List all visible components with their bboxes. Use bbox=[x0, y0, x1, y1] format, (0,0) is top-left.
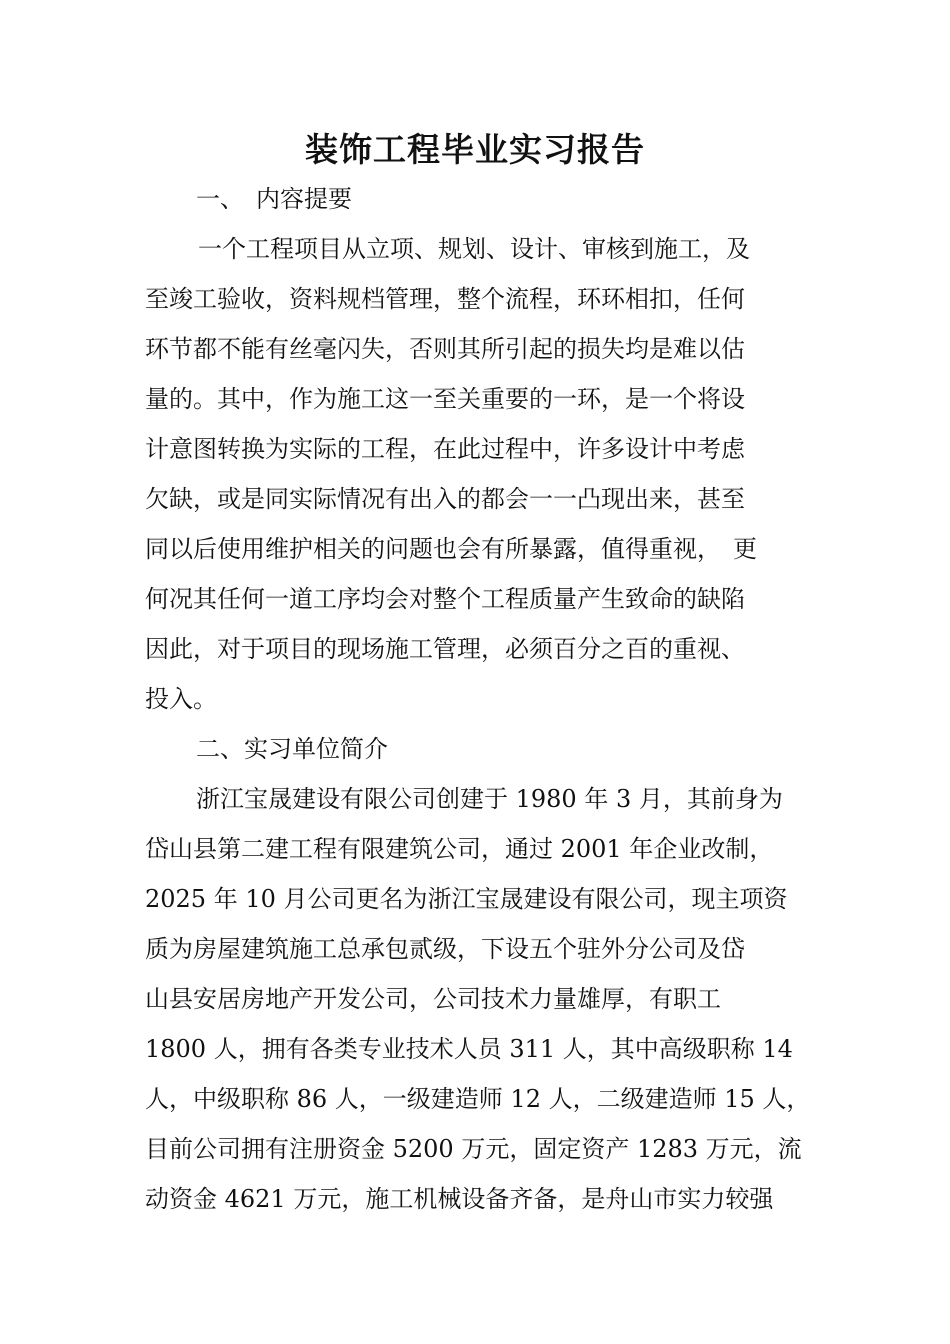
company-line: 浙江宝晟建设有限公司创建于 1980 年 3 月，其前身为 bbox=[196, 785, 783, 813]
summary-line: 计意图转换为实际的工程，在此过程中，许多设计中考虑 bbox=[145, 435, 745, 463]
company-line: 2025 年 10 月公司更名为浙江宝晟建设有限公司，现主项资 bbox=[145, 885, 788, 913]
page-title: 装饰工程毕业实习报告 bbox=[305, 130, 645, 169]
company-line: 山县安居房地产开发公司，公司技术力量雄厚，有职工 bbox=[145, 985, 721, 1013]
summary-line: 至竣工验收，资料规档管理，整个流程，环环相扣，任何 bbox=[145, 285, 745, 313]
company-line: 1800 人，拥有各类专业技术人员 311 人，其中高级职称 14 bbox=[145, 1035, 793, 1063]
section-heading-summary: 一、 内容提要 bbox=[196, 185, 352, 213]
summary-line: 何况其任何一道工序均会对整个工程质量产生致命的缺陷 bbox=[145, 585, 745, 613]
summary-line: 量的。其中，作为施工这一至关重要的一环，是一个将设 bbox=[145, 385, 745, 413]
company-line: 质为房屋建筑施工总承包贰级，下设五个驻外分公司及岱 bbox=[145, 935, 745, 963]
summary-line: 投入。 bbox=[145, 685, 217, 713]
summary-line: 因此，对于项目的现场施工管理，必须百分之百的重视、 bbox=[145, 635, 745, 663]
company-line: 目前公司拥有注册资金 5200 万元，固定资产 1283 万元，流 bbox=[145, 1135, 802, 1163]
summary-line: 同以后使用维护相关的问题也会有所暴露，值得重视， 更 bbox=[145, 535, 757, 563]
summary-line: 环节都不能有丝毫闪失，否则其所引起的损失均是难以估 bbox=[145, 335, 745, 363]
summary-line: 欠缺，或是同实际情况有出入的都会一一凸现出来，甚至 bbox=[145, 485, 745, 513]
summary-line: 一个工程项目从立项、规划、设计、审核到施工，及 bbox=[198, 235, 750, 263]
company-line: 动资金 4621 万元，施工机械设备齐备，是舟山市实力较强 bbox=[145, 1185, 774, 1213]
company-line: 岱山县第二建工程有限建筑公司，通过 2001 年企业改制， bbox=[145, 835, 774, 863]
company-line: 人，中级职称 86 人，一级建造师 12 人，二级建造师 15 人， bbox=[145, 1085, 811, 1113]
section-heading-company: 二、实习单位简介 bbox=[196, 735, 388, 763]
